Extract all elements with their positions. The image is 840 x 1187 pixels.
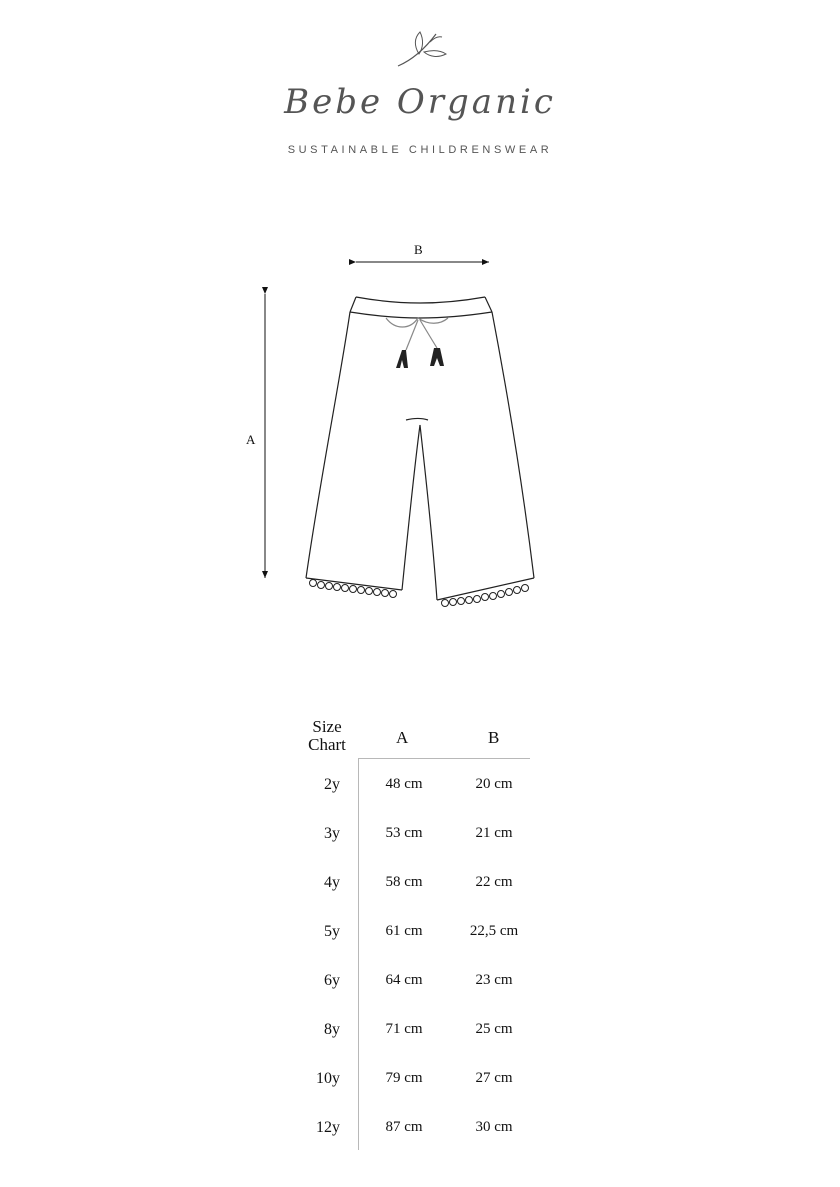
size-chart-header-text: Size Chart (308, 717, 346, 754)
table-row (296, 923, 536, 947)
size-cell: 3y (324, 825, 340, 842)
size-cell: 12y (316, 1119, 340, 1136)
brand-name: Bebe Organic (284, 82, 556, 122)
table-row (296, 825, 536, 849)
measure-a-cell: 53 cm (385, 825, 423, 841)
size-cell: 5y (324, 923, 340, 940)
measure-a-cell: 87 cm (385, 1119, 423, 1135)
table-row (296, 1021, 536, 1045)
measure-a-cell: 61 cm (385, 923, 423, 939)
measure-a-cell: 58 cm (385, 874, 423, 890)
column-header-a: A (396, 728, 409, 747)
table-row (296, 776, 536, 800)
brand-tagline: SUSTAINABLE CHILDRENSWEAR (287, 144, 553, 156)
dimension-label-b: B (414, 242, 423, 257)
dimension-label-a: A (246, 432, 256, 447)
header-divider (358, 758, 530, 759)
size-cell: 6y (324, 972, 340, 989)
table-row (296, 874, 536, 898)
size-chart-header (296, 718, 358, 754)
size-cell: 2y (324, 776, 340, 793)
measure-b-cell: 20 cm (475, 776, 513, 792)
table-row (296, 972, 536, 996)
size-cell: 8y (324, 1021, 340, 1038)
measure-a-cell: 79 cm (385, 1070, 423, 1086)
measure-b-cell: 22,5 cm (469, 923, 519, 939)
tassel-icon (396, 348, 444, 368)
measure-b-cell: 27 cm (475, 1070, 513, 1086)
table-row (296, 1070, 536, 1094)
measure-b-cell: 30 cm (475, 1119, 513, 1135)
measure-b-cell: 23 cm (475, 972, 513, 988)
measure-a-cell: 64 cm (385, 972, 423, 988)
column-header-b: B (488, 728, 500, 747)
measure-a-cell: 71 cm (385, 1021, 423, 1037)
measure-b-cell: 25 cm (475, 1021, 513, 1037)
table-row (296, 1119, 536, 1143)
measure-b-cell: 22 cm (475, 874, 513, 890)
measure-b-cell: 21 cm (475, 825, 513, 841)
pom-pom-trim (310, 580, 529, 607)
measure-a-cell: 48 cm (385, 776, 423, 792)
size-cell: 4y (324, 874, 340, 891)
size-cell: 10y (316, 1070, 340, 1087)
wide-leg-pants-icon (306, 297, 534, 600)
